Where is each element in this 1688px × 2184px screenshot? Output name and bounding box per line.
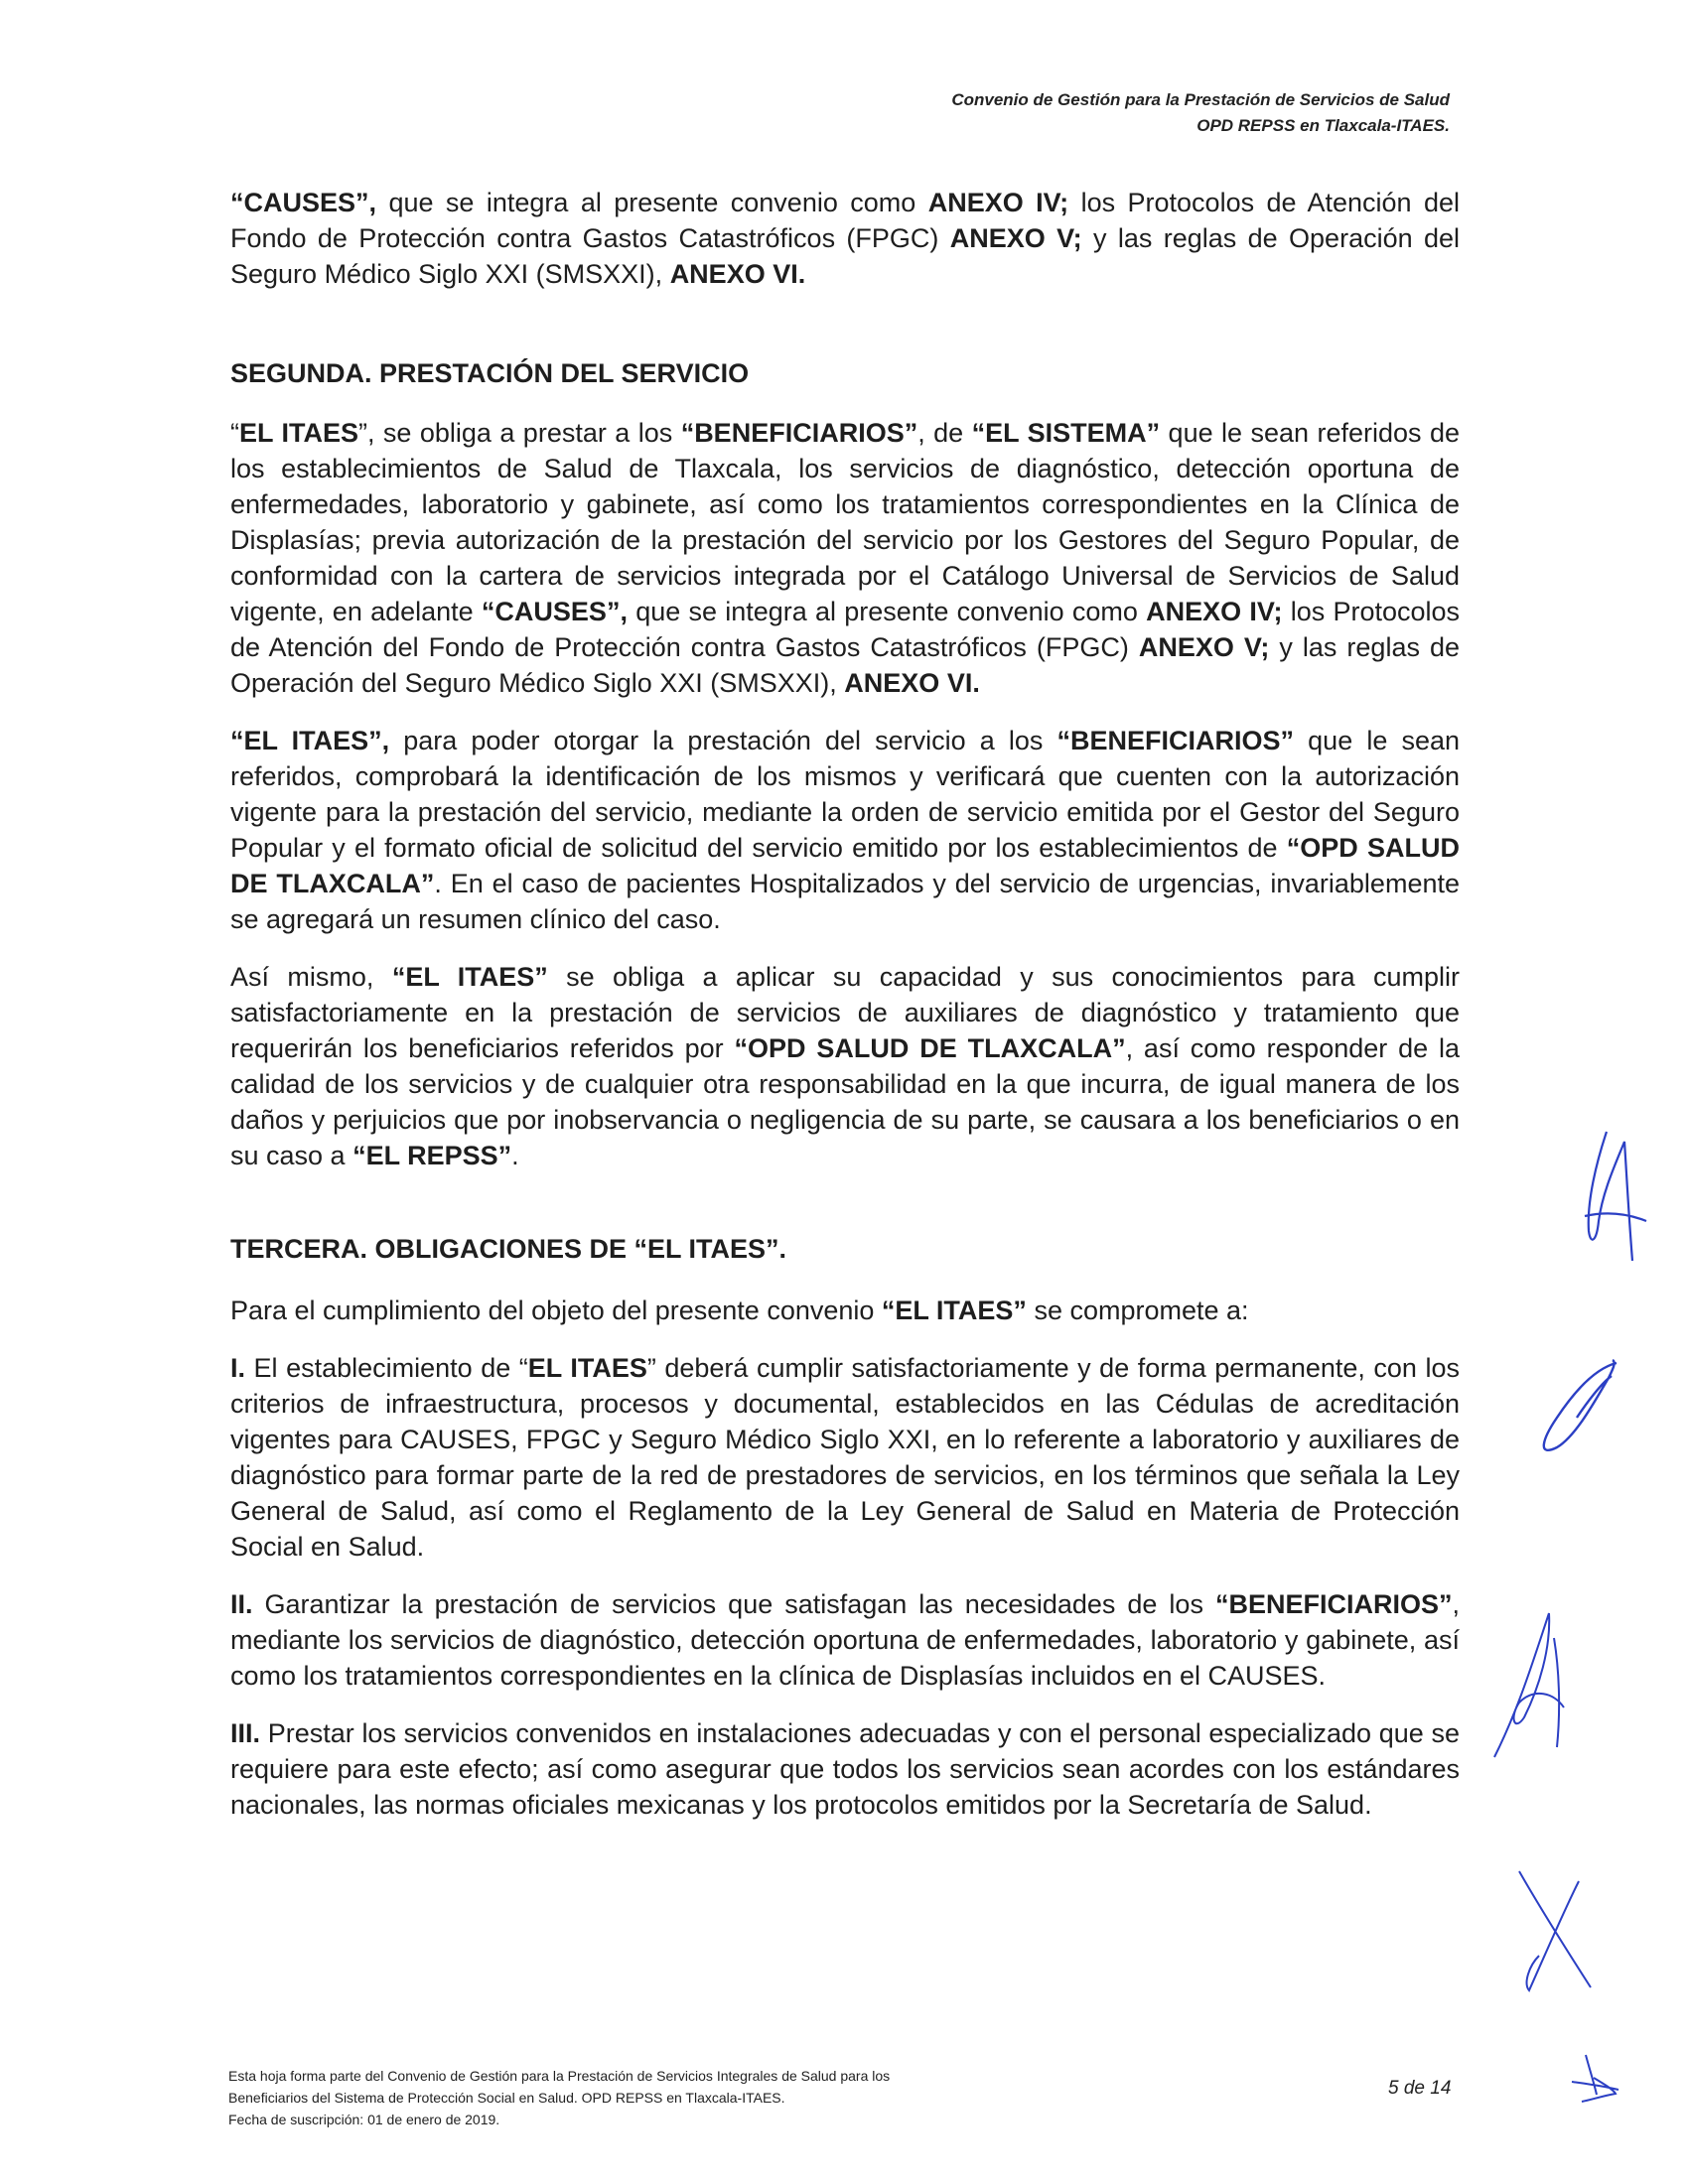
running-header [951, 87, 1450, 139]
document-body [230, 185, 1460, 1844]
signature-initial-3 [1479, 1608, 1589, 1767]
section-heading-tercera: TERCERA. OBLIGACIONES DE “EL ITAES”. [230, 1234, 787, 1264]
intro-paragraph: “CAUSES”, que se integra al presente convenio como ANEXO IV; los Protocolos de Atención del Fondo de Protección contra Gastos Catastróficos (FPGC) ANEXO V; y las reglas de Operación del Seguro Médico Siglo XXI (SMSXXI), ANEXO VI. [230, 188, 1461, 289]
page-number: 5 de 14 [1388, 2078, 1452, 2099]
obligation-item-ii: II. Garantizar la prestación de servicios que satisfagan las necesidades de los “BENEFICIARIOS”, mediante los servicios de diagnóstico, detección oportuna de enfermedades, laboratorio y gabinete, así como los tratamientos correspondientes en la clínica de Displasías incluidos en el CAUSES. [230, 1589, 1460, 1691]
signature-initial-1 [1567, 1122, 1656, 1271]
segunda-paragraph-3: Así mismo, “EL ITAES” se obliga a aplicar su capacidad y sus conocimientos para cumplir satisfactoriamente en la prestación de servicios de auxiliares de diagnóstico y tratamiento que requerirán los beneficiarios referidos por “OPD SALUD DE TLAXCALA”, así como responder de la calidad de los servicios y de cualquier otra responsabilidad en la que incurra, de igual manera de los daños y perjuicios que por inobservancia o negligencia de su parte, se causara a los beneficiarios o en su caso a “EL REPSS”. [230, 962, 1461, 1170]
footer-line-2: Beneficiarios del Sistema de Protección Social en Salud. OPD REPSS en Tlaxcala-ITAES. [228, 2090, 785, 2106]
obligation-item-iii: III. Prestar los servicios convenidos en instalaciones adecuadas y con el personal especializado que se requiere para este efecto; así como asegurar que todos los servicios sean acordes con los estándares nacionales, las normas oficiales mexicanas y los protocolos emitidos por la Secretaría de Salud. [230, 1718, 1460, 1820]
footer-line-1: Esta hoja forma parte del Convenio de Gestión para la Prestación de Servicios Integrales de Salud para los [228, 2068, 891, 2084]
signature-initial-4 [1509, 1866, 1599, 1995]
section-heading-segunda: SEGUNDA. PRESTACIÓN DEL SERVICIO [230, 358, 750, 388]
signature-initial-2 [1517, 1348, 1636, 1467]
header-line-2: OPD REPSS en Tlaxcala-ITAES. [1196, 116, 1450, 135]
segunda-paragraph-1: “EL ITAES”, se obliga a prestar a los “BENEFICIARIOS”, de “EL SISTEMA” que le sean referidos de los establecimientos de Salud de Tlaxcala, los servicios de diagnóstico, detección oportuna de enfermedades, laboratorio y gabinete, así como los tratamientos correspondientes en la Clínica de Displasías; previa autorización de la prestación del servicio por los Gestores del Seguro Popular, de conformidad con la cartera de servicios integrada por el Catálogo Universal de Servicios de Salud vigente, en adelante “CAUSES”, que se integra al presente convenio como ANEXO IV; los Protocolos de Atención del Fondo de Protección contra Gastos Catastróficos (FPGC) ANEXO V; y las reglas de Operación del Seguro Médico Siglo XXI (SMSXXI), ANEXO VI. [230, 418, 1461, 698]
footer-line-3: Fecha de suscripción: 01 de enero de 2019. [228, 2112, 500, 2127]
segunda-paragraph-2: “EL ITAES”, para poder otorgar la prestación del servicio a los “BENEFICIARIOS” que le sean referidos, comprobará la identificación de los mismos y verificará que cuenten con la autorización vigente para la prestación del servicio, mediante la orden de servicio emitida por el Gestor del Seguro Popular y el formato oficial de solicitud del servicio emitido por los establecimientos de “OPD SALUD DE TLAXCALA”. En el caso de pacientes Hospitalizados y del servicio de urgencias, invariablemente se agregará un resumen clínico del caso. [230, 726, 1460, 934]
footer-note [228, 2065, 1122, 2130]
header-line-1: Convenio de Gestión para la Prestación de Servicios de Salud [951, 90, 1450, 109]
signature-initial-5 [1564, 2050, 1623, 2110]
tercera-intro: Para el cumplimiento del objeto del presente convenio “EL ITAES” se compromete a: [230, 1296, 1249, 1325]
obligation-item-i: I. El establecimiento de “EL ITAES” deberá cumplir satisfactoriamente y de forma permanente, con los criterios de infraestructura, procesos y documental, establecidos en las Cédulas de acreditación vigentes para CAUSES, FPGC y Seguro Médico Siglo XXI, en lo referente a laboratorio y auxiliares de diagnóstico para formar parte de la red de prestadores de servicios, en los términos que señala la Ley General de Salud, así como el Reglamento de la Ley General de Salud en Materia de Protección Social en Salud. [230, 1353, 1460, 1562]
